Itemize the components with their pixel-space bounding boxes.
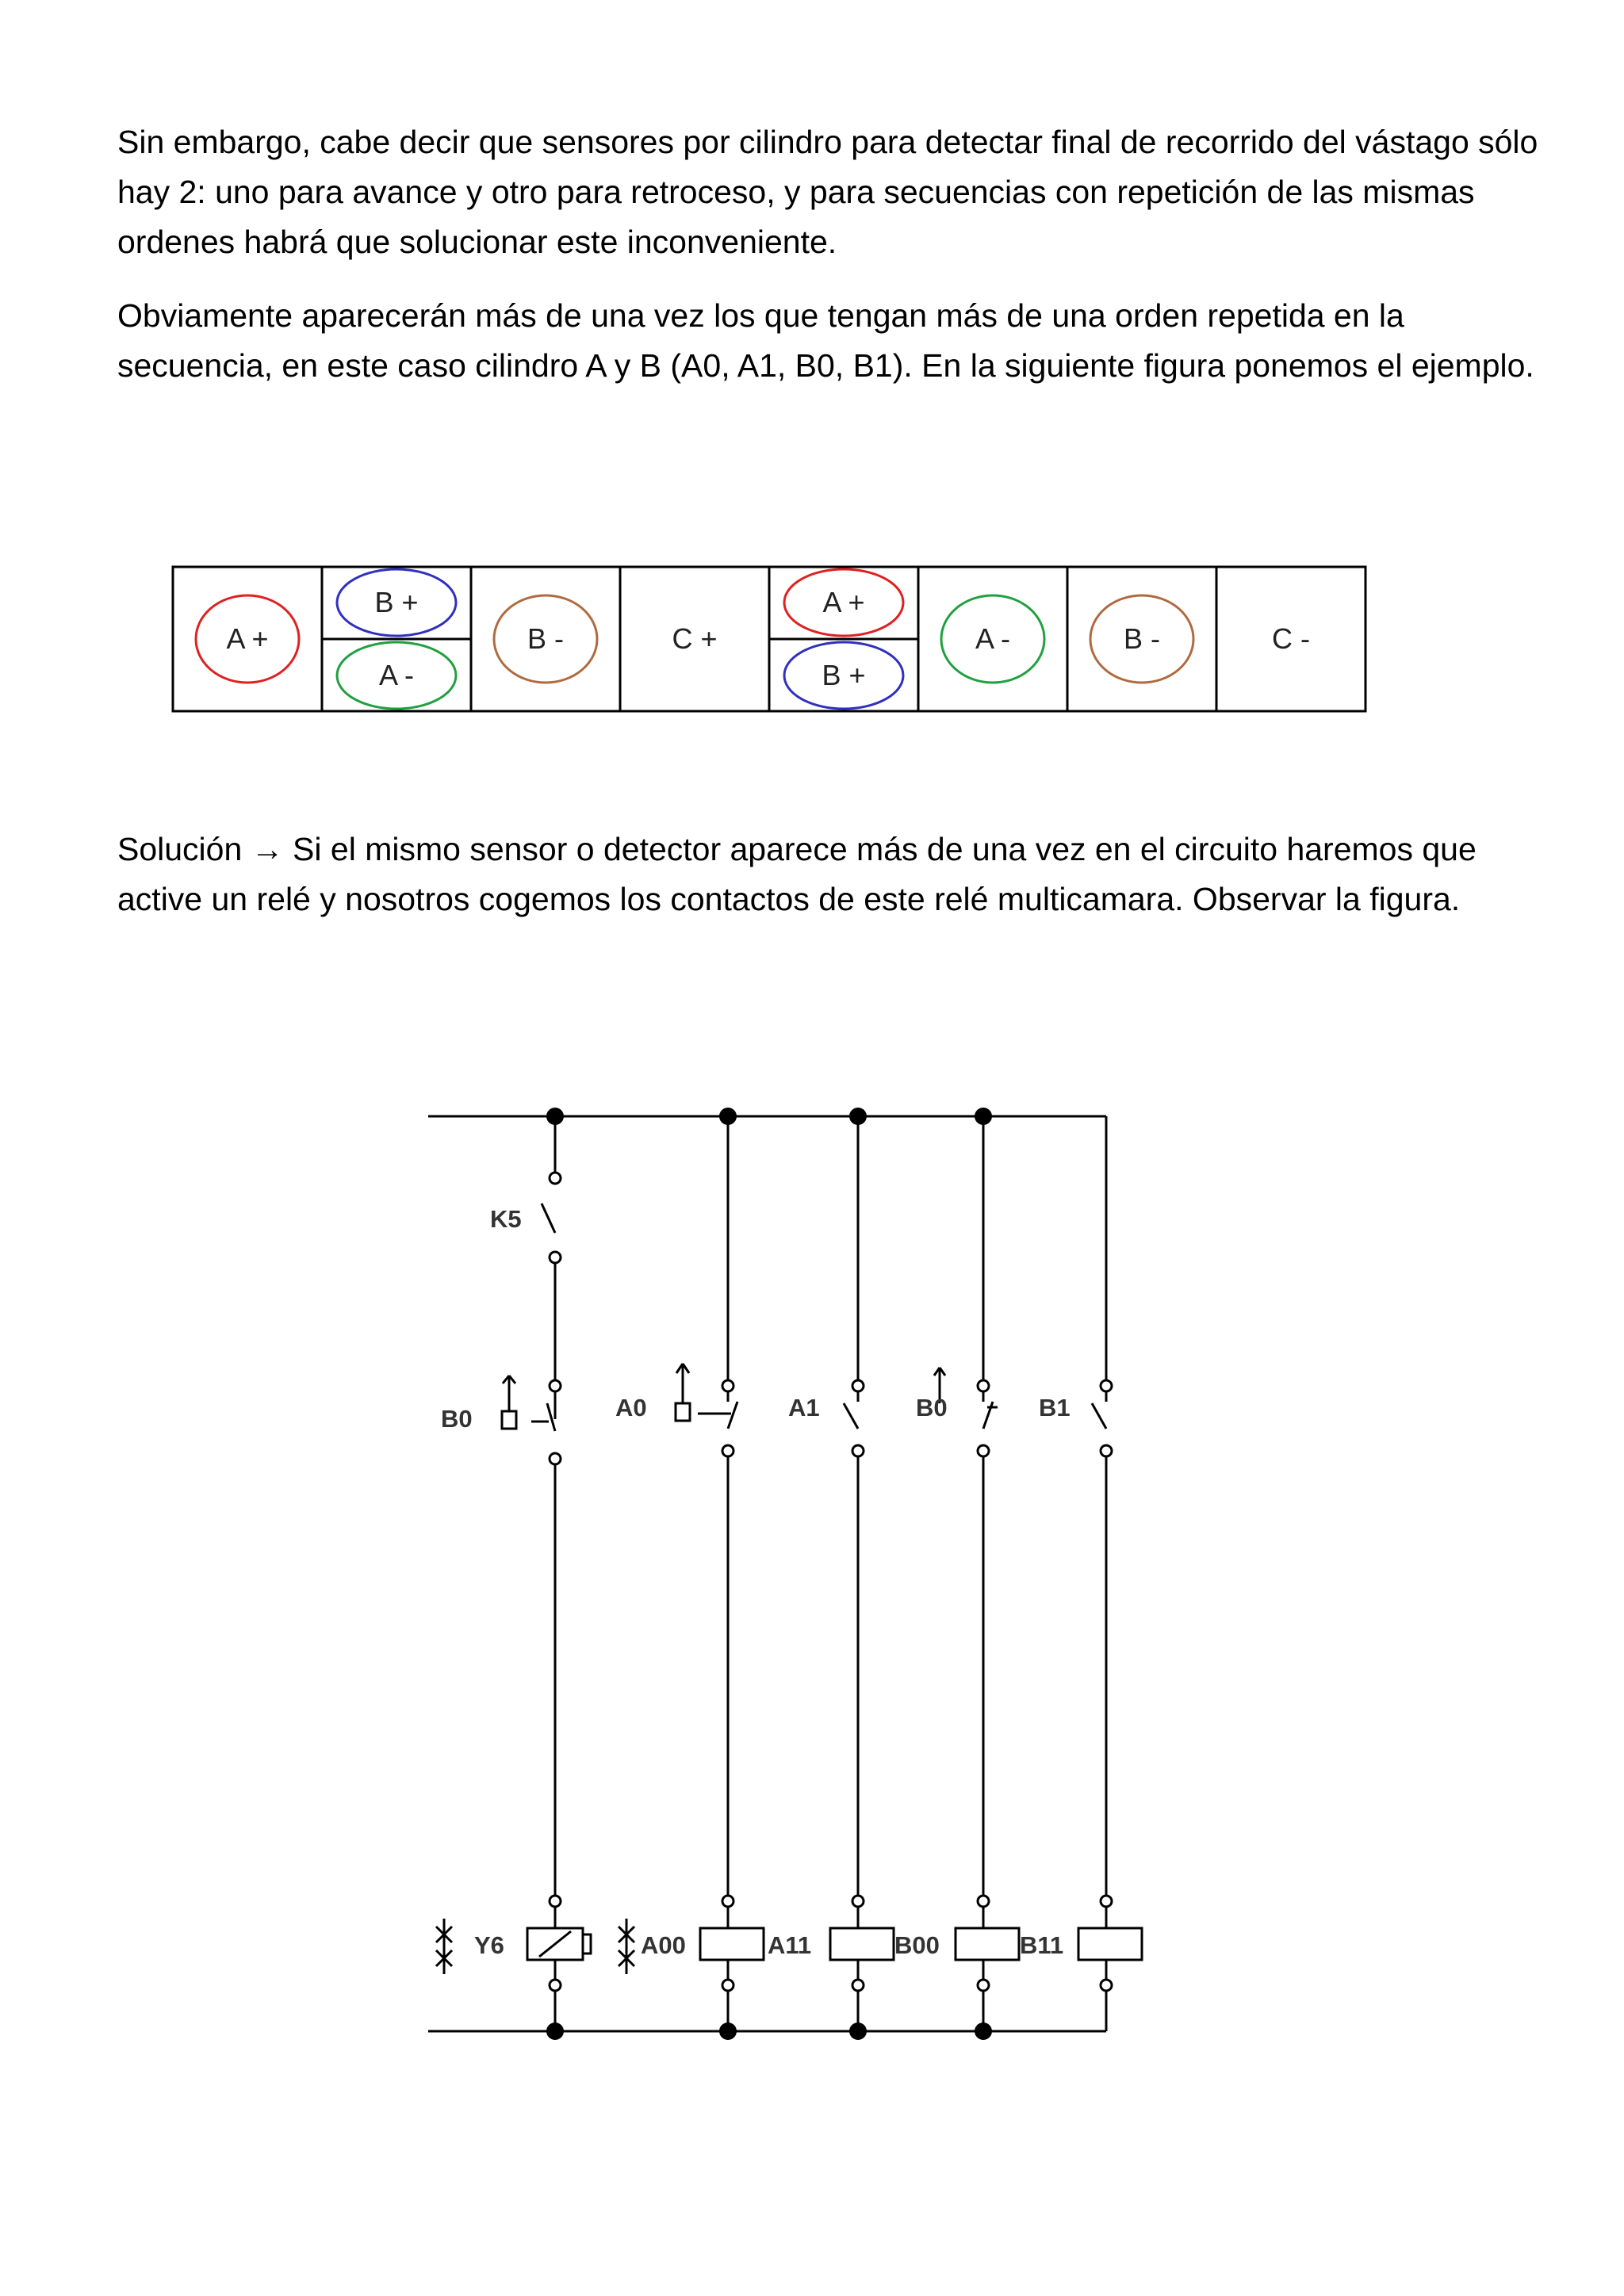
actuator-a0 — [676, 1364, 690, 1421]
junction-dot — [546, 2022, 564, 2040]
label-sensor-b1: B1 — [1039, 1394, 1071, 1422]
sequence-step-label: B - — [527, 622, 565, 655]
sequence-step-label: A - — [975, 622, 1011, 655]
coil-b11 — [1078, 1928, 1142, 1960]
paragraph-2: Obviamente aparecerán más de una vez los que tengan más de una orden repetida en la secuencia, en este caso cilindro A y B (A0, A1, B0, B1). En la siguiente figura ponemos el ejemplo. — [117, 297, 1534, 384]
a00-left-marker — [619, 1919, 634, 1974]
label-sensor-a1: A1 — [788, 1394, 820, 1422]
paragraph-1: Sin embargo, cabe decir que sensores por cilindro para detectar final de recorrido del vástago sólo hay 2: uno para avance y otro para retroceso, y para secuencias con repetición de las mismas ordenes habrá que solucionar este inconveniente. — [117, 124, 1538, 260]
coil-a11 — [830, 1928, 894, 1960]
k5-contact — [542, 1203, 555, 1233]
sequence-step-label: B + — [822, 659, 866, 691]
junction-dot — [849, 1108, 867, 1125]
sequence-step-label: C + — [672, 622, 718, 655]
sequence-step-label: A - — [378, 659, 415, 691]
paragraph-3: Solución → Si el mismo sensor o detector aparece más de una vez en el circuito haremos que active un relé y nosotros cogemos los contactos de este relé multicamara. Observar la figura. — [117, 831, 1477, 917]
label-sensor-b0-2: B0 — [916, 1394, 948, 1422]
label-coil-y6: Y6 — [474, 1931, 504, 1959]
sequence-step-label: B + — [374, 586, 419, 618]
sequence-step-label: A + — [822, 586, 865, 618]
label-coil-a00: A00 — [641, 1931, 686, 1959]
coil-a00 — [700, 1928, 764, 1960]
label-coil-b11: B11 — [1020, 1931, 1064, 1959]
coil-b00 — [956, 1928, 1019, 1960]
actuator-b0-1 — [502, 1376, 516, 1429]
label-sensor-b0-1: B0 — [441, 1405, 473, 1433]
sequence-step-label: C - — [1272, 622, 1310, 655]
junction-dot — [719, 2022, 737, 2040]
junction-dot — [975, 2022, 992, 2040]
junction-dot — [719, 1108, 737, 1125]
sequence-step-label: A + — [226, 622, 269, 655]
label-coil-a11: A11 — [768, 1931, 812, 1959]
y6-left-marker — [436, 1919, 452, 1974]
label-coil-b00: B00 — [894, 1931, 940, 1959]
label-sensor-a0: A0 — [615, 1394, 647, 1422]
junction-dot — [849, 2022, 867, 2040]
sequence-step-label: B - — [1123, 622, 1161, 655]
junction-dot — [975, 1108, 992, 1125]
label-k5: K5 — [490, 1205, 522, 1233]
junction-dot — [546, 1108, 564, 1125]
